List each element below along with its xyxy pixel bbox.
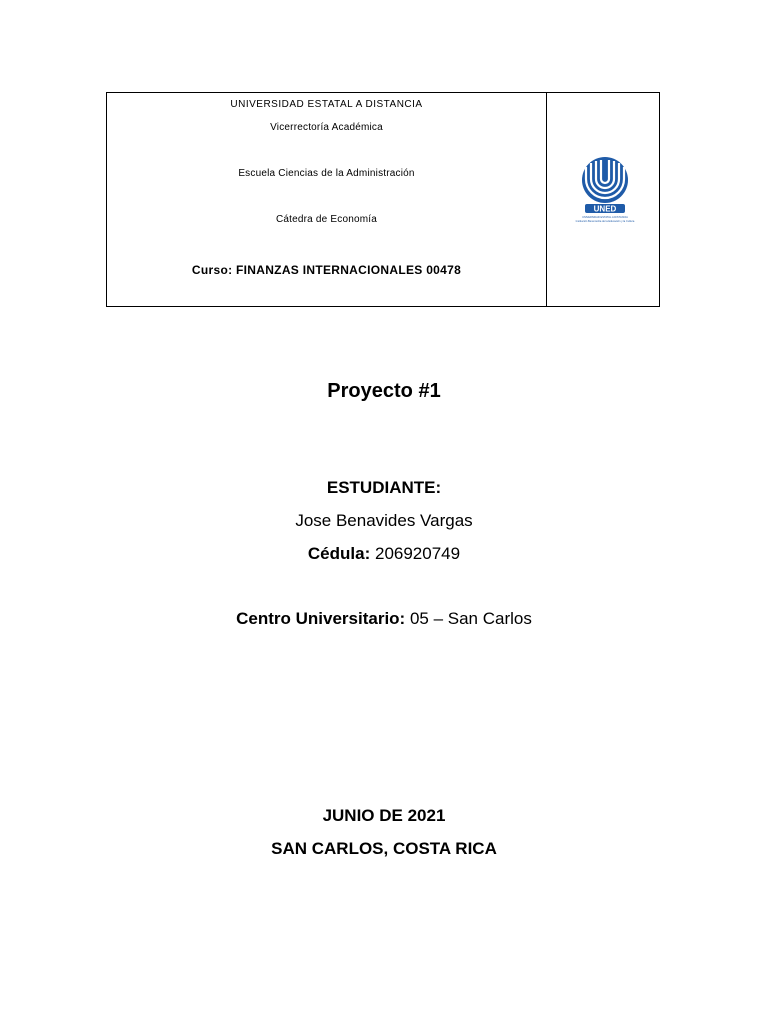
cedula-line [0, 544, 768, 564]
centro-line [0, 609, 768, 629]
cedula-label: Cédula: [307, 544, 371, 563]
header-table [106, 92, 660, 307]
vicerrectoria: Vicerrectoría Académica [270, 122, 383, 133]
document-place: SAN CARLOS, COSTA RICA [271, 839, 497, 858]
svg-text:UNED: UNED [593, 204, 617, 214]
escuela: Escuela Ciencias de la Administración [238, 168, 415, 179]
svg-text:UNIVERSIDAD ESTATAL A DISTANCI: UNIVERSIDAD ESTATAL A DISTANCIA [582, 216, 628, 219]
cedula-value: 206920749 [374, 544, 461, 563]
student-name: Jose Benavides Vargas [295, 511, 473, 530]
logo-cell [547, 93, 659, 306]
header-text-cell [107, 93, 547, 306]
document-title: Proyecto #1 [327, 380, 441, 402]
student-label: ESTUDIANTE: [326, 478, 442, 497]
centro-value: 05 – San Carlos [409, 609, 532, 628]
catedra: Cátedra de Economía [275, 214, 378, 225]
document-date: JUNIO DE 2021 [322, 806, 446, 825]
course-name: Curso: FINANZAS INTERNACIONALES 00478 [191, 263, 462, 277]
svg-text:Institución Benemérita de la E: Institución Benemérita de la Educación y la Cultura [575, 220, 635, 223]
university-name: UNIVERSIDAD ESTATAL A DISTANCIA [230, 99, 423, 110]
centro-label: Centro Universitario: [236, 609, 406, 628]
uned-logo-icon [565, 155, 645, 227]
